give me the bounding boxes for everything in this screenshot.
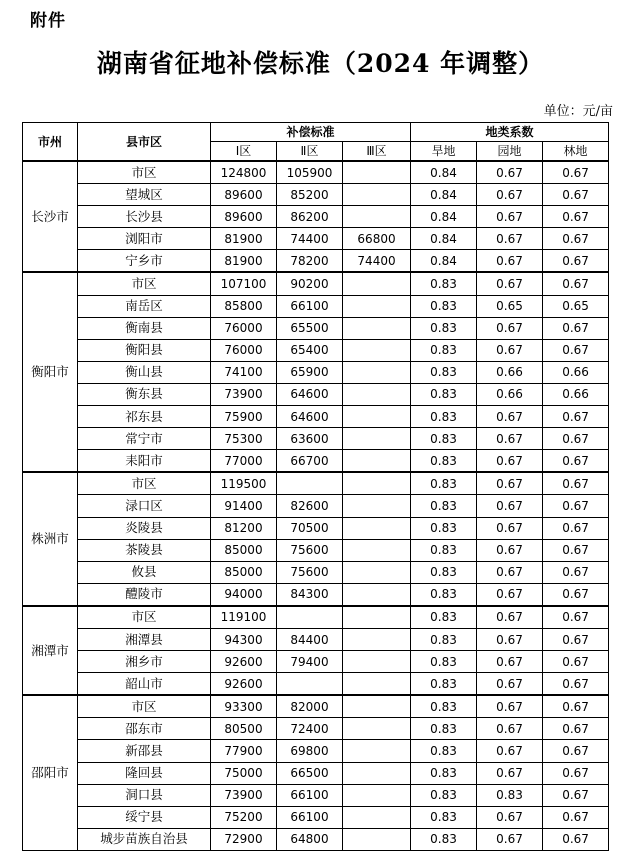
garden-coef-cell: 0.67 bbox=[477, 250, 543, 273]
forest-coef-cell: 0.67 bbox=[543, 161, 609, 184]
zone1-cell: 81900 bbox=[211, 250, 277, 273]
table-row bbox=[23, 695, 609, 718]
zone3-cell bbox=[343, 184, 411, 206]
header-county: 县市区 bbox=[78, 123, 211, 162]
dry-coef-cell: 0.83 bbox=[411, 339, 477, 361]
county-cell: 浏阳市 bbox=[78, 228, 211, 250]
dry-coef-cell: 0.84 bbox=[411, 206, 477, 228]
county-cell: 衡东县 bbox=[78, 383, 211, 405]
table-row bbox=[23, 784, 609, 806]
zone1-cell: 89600 bbox=[211, 184, 277, 206]
zone3-cell bbox=[343, 606, 411, 629]
county-cell: 茶陵县 bbox=[78, 539, 211, 561]
dry-coef-cell: 0.83 bbox=[411, 406, 477, 428]
zone1-cell: 92600 bbox=[211, 651, 277, 673]
unit-note: 单位：元/亩 bbox=[543, 104, 613, 119]
county-cell: 醴陵市 bbox=[78, 583, 211, 606]
forest-coef-cell: 0.67 bbox=[543, 206, 609, 228]
zone3-cell bbox=[343, 628, 411, 650]
zone2-cell: 65500 bbox=[277, 317, 343, 339]
county-cell: 市区 bbox=[78, 272, 211, 295]
county-cell: 攸县 bbox=[78, 561, 211, 583]
table-row bbox=[23, 495, 609, 517]
forest-coef-cell: 0.67 bbox=[543, 406, 609, 428]
zone2-cell: 74400 bbox=[277, 228, 343, 250]
forest-coef-cell: 0.67 bbox=[543, 339, 609, 361]
dry-coef-cell: 0.83 bbox=[411, 272, 477, 295]
zone1-cell: 85800 bbox=[211, 295, 277, 317]
zone3-cell bbox=[343, 161, 411, 184]
zone2-cell: 69800 bbox=[277, 740, 343, 762]
county-cell: 市区 bbox=[78, 161, 211, 184]
county-cell: 城步苗族自治县 bbox=[78, 828, 211, 850]
zone2-cell: 66500 bbox=[277, 762, 343, 784]
garden-coef-cell: 0.67 bbox=[477, 450, 543, 473]
garden-coef-cell: 0.67 bbox=[477, 228, 543, 250]
garden-coef-cell: 0.67 bbox=[477, 161, 543, 184]
table-row bbox=[23, 228, 609, 250]
dry-coef-cell: 0.83 bbox=[411, 628, 477, 650]
table-row bbox=[23, 295, 609, 317]
forest-coef-cell: 0.67 bbox=[543, 517, 609, 539]
garden-coef-cell: 0.67 bbox=[477, 740, 543, 762]
zone3-cell bbox=[343, 317, 411, 339]
table-header bbox=[23, 123, 609, 162]
zone3-cell bbox=[343, 740, 411, 762]
zone1-cell: 119500 bbox=[211, 472, 277, 495]
zone1-cell: 93300 bbox=[211, 695, 277, 718]
forest-coef-cell: 0.67 bbox=[543, 784, 609, 806]
garden-coef-cell: 0.66 bbox=[477, 383, 543, 405]
county-cell: 望城区 bbox=[78, 184, 211, 206]
garden-coef-cell: 0.67 bbox=[477, 428, 543, 450]
county-cell: 市区 bbox=[78, 472, 211, 495]
zone1-cell: 75200 bbox=[211, 806, 277, 828]
zone1-cell: 89600 bbox=[211, 206, 277, 228]
header-garden: 园地 bbox=[477, 142, 543, 162]
city-group bbox=[23, 606, 609, 695]
document-title: 湖南省征地补偿标准（2024 年调整） bbox=[96, 49, 545, 78]
forest-coef-cell: 0.67 bbox=[543, 718, 609, 740]
zone1-cell: 75900 bbox=[211, 406, 277, 428]
forest-coef-cell: 0.67 bbox=[543, 673, 609, 696]
zone2-cell: 64600 bbox=[277, 406, 343, 428]
city-group bbox=[23, 161, 609, 272]
zone3-cell bbox=[343, 806, 411, 828]
zone2-cell: 65400 bbox=[277, 339, 343, 361]
dry-coef-cell: 0.83 bbox=[411, 784, 477, 806]
zone1-cell: 81900 bbox=[211, 228, 277, 250]
table-row bbox=[23, 161, 609, 184]
zone1-cell: 85000 bbox=[211, 539, 277, 561]
table-row bbox=[23, 606, 609, 629]
garden-coef-cell: 0.67 bbox=[477, 651, 543, 673]
zone1-cell: 91400 bbox=[211, 495, 277, 517]
zone1-cell: 107100 bbox=[211, 272, 277, 295]
county-cell: 衡阳县 bbox=[78, 339, 211, 361]
zone1-cell: 76000 bbox=[211, 339, 277, 361]
zone2-cell: 90200 bbox=[277, 272, 343, 295]
header-zone2: Ⅱ区 bbox=[277, 142, 343, 162]
table-row bbox=[23, 828, 609, 850]
dry-coef-cell: 0.83 bbox=[411, 806, 477, 828]
zone2-cell: 82000 bbox=[277, 695, 343, 718]
zone1-cell: 92600 bbox=[211, 673, 277, 696]
county-cell: 衡南县 bbox=[78, 317, 211, 339]
county-cell: 隆回县 bbox=[78, 762, 211, 784]
zone3-cell bbox=[343, 472, 411, 495]
forest-coef-cell: 0.65 bbox=[543, 295, 609, 317]
county-cell: 宁乡市 bbox=[78, 250, 211, 273]
zone1-cell: 85000 bbox=[211, 561, 277, 583]
garden-coef-cell: 0.67 bbox=[477, 828, 543, 850]
dry-coef-cell: 0.83 bbox=[411, 317, 477, 339]
header-dry: 旱地 bbox=[411, 142, 477, 162]
dry-coef-cell: 0.83 bbox=[411, 718, 477, 740]
garden-coef-cell: 0.83 bbox=[477, 784, 543, 806]
zone2-cell: 78200 bbox=[277, 250, 343, 273]
dry-coef-cell: 0.83 bbox=[411, 517, 477, 539]
zone1-cell: 74100 bbox=[211, 361, 277, 383]
dry-coef-cell: 0.83 bbox=[411, 762, 477, 784]
zone1-cell: 94300 bbox=[211, 628, 277, 650]
zone2-cell bbox=[277, 472, 343, 495]
zone2-cell: 70500 bbox=[277, 517, 343, 539]
county-cell: 湘潭县 bbox=[78, 628, 211, 650]
header-compensation: 补偿标准 bbox=[211, 123, 411, 142]
zone2-cell: 66100 bbox=[277, 295, 343, 317]
forest-coef-cell: 0.67 bbox=[543, 583, 609, 606]
garden-coef-cell: 0.67 bbox=[477, 539, 543, 561]
table-row bbox=[23, 472, 609, 495]
dry-coef-cell: 0.83 bbox=[411, 472, 477, 495]
zone2-cell: 64600 bbox=[277, 383, 343, 405]
county-cell: 祁东县 bbox=[78, 406, 211, 428]
garden-coef-cell: 0.67 bbox=[477, 583, 543, 606]
table-row bbox=[23, 339, 609, 361]
table-row bbox=[23, 184, 609, 206]
dry-coef-cell: 0.83 bbox=[411, 450, 477, 473]
zone3-cell bbox=[343, 295, 411, 317]
city-cell: 邵阳市 bbox=[23, 695, 78, 850]
zone2-cell: 65900 bbox=[277, 361, 343, 383]
garden-coef-cell: 0.67 bbox=[477, 339, 543, 361]
county-cell: 市区 bbox=[78, 695, 211, 718]
county-cell: 绥宁县 bbox=[78, 806, 211, 828]
city-cell: 株洲市 bbox=[23, 472, 78, 606]
forest-coef-cell: 0.66 bbox=[543, 383, 609, 405]
forest-coef-cell: 0.67 bbox=[543, 450, 609, 473]
garden-coef-cell: 0.67 bbox=[477, 561, 543, 583]
table-row bbox=[23, 673, 609, 696]
dry-coef-cell: 0.83 bbox=[411, 383, 477, 405]
county-cell: 南岳区 bbox=[78, 295, 211, 317]
forest-coef-cell: 0.67 bbox=[543, 539, 609, 561]
zone1-cell: 76000 bbox=[211, 317, 277, 339]
garden-coef-cell: 0.67 bbox=[477, 272, 543, 295]
dry-coef-cell: 0.84 bbox=[411, 161, 477, 184]
zone3-cell bbox=[343, 361, 411, 383]
forest-coef-cell: 0.67 bbox=[543, 250, 609, 273]
table-row bbox=[23, 628, 609, 650]
zone1-cell: 80500 bbox=[211, 718, 277, 740]
table-row bbox=[23, 428, 609, 450]
forest-coef-cell: 0.67 bbox=[543, 561, 609, 583]
zone2-cell: 82600 bbox=[277, 495, 343, 517]
zone3-cell bbox=[343, 673, 411, 696]
zone2-cell: 84400 bbox=[277, 628, 343, 650]
table-row bbox=[23, 651, 609, 673]
forest-coef-cell: 0.66 bbox=[543, 361, 609, 383]
zone3-cell bbox=[343, 718, 411, 740]
garden-coef-cell: 0.67 bbox=[477, 806, 543, 828]
table-row bbox=[23, 206, 609, 228]
zone1-cell: 119100 bbox=[211, 606, 277, 629]
zone2-cell: 63600 bbox=[277, 428, 343, 450]
table-row bbox=[23, 539, 609, 561]
zone2-cell: 84300 bbox=[277, 583, 343, 606]
table-row bbox=[23, 718, 609, 740]
zone3-cell bbox=[343, 272, 411, 295]
zone3-cell bbox=[343, 762, 411, 784]
county-cell: 长沙县 bbox=[78, 206, 211, 228]
garden-coef-cell: 0.67 bbox=[477, 718, 543, 740]
dry-coef-cell: 0.84 bbox=[411, 228, 477, 250]
dry-coef-cell: 0.83 bbox=[411, 539, 477, 561]
dry-coef-cell: 0.83 bbox=[411, 361, 477, 383]
zone2-cell: 85200 bbox=[277, 184, 343, 206]
garden-coef-cell: 0.67 bbox=[477, 673, 543, 696]
zone2-cell bbox=[277, 606, 343, 629]
city-group bbox=[23, 472, 609, 606]
city-group bbox=[23, 272, 609, 472]
zone1-cell: 73900 bbox=[211, 383, 277, 405]
forest-coef-cell: 0.67 bbox=[543, 762, 609, 784]
table-row bbox=[23, 450, 609, 473]
forest-coef-cell: 0.67 bbox=[543, 428, 609, 450]
forest-coef-cell: 0.67 bbox=[543, 628, 609, 650]
zone2-cell: 72400 bbox=[277, 718, 343, 740]
forest-coef-cell: 0.67 bbox=[543, 495, 609, 517]
garden-coef-cell: 0.67 bbox=[477, 495, 543, 517]
zone3-cell bbox=[343, 383, 411, 405]
county-cell: 渌口区 bbox=[78, 495, 211, 517]
dry-coef-cell: 0.83 bbox=[411, 295, 477, 317]
zone2-cell: 75600 bbox=[277, 561, 343, 583]
zone3-cell bbox=[343, 695, 411, 718]
zone1-cell: 72900 bbox=[211, 828, 277, 850]
zone1-cell: 75300 bbox=[211, 428, 277, 450]
forest-coef-cell: 0.67 bbox=[543, 184, 609, 206]
zone3-cell bbox=[343, 651, 411, 673]
dry-coef-cell: 0.83 bbox=[411, 428, 477, 450]
garden-coef-cell: 0.66 bbox=[477, 361, 543, 383]
header-forest: 林地 bbox=[543, 142, 609, 162]
header-zone1: Ⅰ区 bbox=[211, 142, 277, 162]
table-row bbox=[23, 250, 609, 273]
zone3-cell bbox=[343, 450, 411, 473]
zone1-cell: 124800 bbox=[211, 161, 277, 184]
zone3-cell bbox=[343, 206, 411, 228]
garden-coef-cell: 0.67 bbox=[477, 695, 543, 718]
header-city: 市州 bbox=[23, 123, 78, 162]
zone3-cell bbox=[343, 784, 411, 806]
zone2-cell: 64800 bbox=[277, 828, 343, 850]
forest-coef-cell: 0.67 bbox=[543, 228, 609, 250]
garden-coef-cell: 0.67 bbox=[477, 206, 543, 228]
header-zone3: Ⅲ区 bbox=[343, 142, 411, 162]
zone1-cell: 94000 bbox=[211, 583, 277, 606]
table-row bbox=[23, 272, 609, 295]
county-cell: 常宁市 bbox=[78, 428, 211, 450]
county-cell: 洞口县 bbox=[78, 784, 211, 806]
garden-coef-cell: 0.65 bbox=[477, 295, 543, 317]
county-cell: 市区 bbox=[78, 606, 211, 629]
compensation-table bbox=[22, 122, 609, 851]
county-cell: 湘乡市 bbox=[78, 651, 211, 673]
county-cell: 新邵县 bbox=[78, 740, 211, 762]
dry-coef-cell: 0.83 bbox=[411, 606, 477, 629]
zone3-cell bbox=[343, 539, 411, 561]
zone2-cell: 66100 bbox=[277, 806, 343, 828]
dry-coef-cell: 0.84 bbox=[411, 250, 477, 273]
forest-coef-cell: 0.67 bbox=[543, 828, 609, 850]
zone1-cell: 73900 bbox=[211, 784, 277, 806]
garden-coef-cell: 0.67 bbox=[477, 406, 543, 428]
county-cell: 韶山市 bbox=[78, 673, 211, 696]
county-cell: 耒阳市 bbox=[78, 450, 211, 473]
zone2-cell: 105900 bbox=[277, 161, 343, 184]
garden-coef-cell: 0.67 bbox=[477, 472, 543, 495]
dry-coef-cell: 0.83 bbox=[411, 561, 477, 583]
zone3-cell bbox=[343, 517, 411, 539]
city-cell: 湘潭市 bbox=[23, 606, 78, 695]
zone2-cell: 75600 bbox=[277, 539, 343, 561]
garden-coef-cell: 0.67 bbox=[477, 184, 543, 206]
dry-coef-cell: 0.83 bbox=[411, 695, 477, 718]
table-row bbox=[23, 383, 609, 405]
zone3-cell bbox=[343, 406, 411, 428]
zone1-cell: 77900 bbox=[211, 740, 277, 762]
forest-coef-cell: 0.67 bbox=[543, 806, 609, 828]
zone3-cell bbox=[343, 561, 411, 583]
zone3-cell bbox=[343, 428, 411, 450]
dry-coef-cell: 0.83 bbox=[411, 495, 477, 517]
garden-coef-cell: 0.67 bbox=[477, 762, 543, 784]
table-row bbox=[23, 317, 609, 339]
forest-coef-cell: 0.67 bbox=[543, 317, 609, 339]
forest-coef-cell: 0.67 bbox=[543, 695, 609, 718]
dry-coef-cell: 0.83 bbox=[411, 828, 477, 850]
zone2-cell: 66700 bbox=[277, 450, 343, 473]
garden-coef-cell: 0.67 bbox=[477, 628, 543, 650]
zone1-cell: 81200 bbox=[211, 517, 277, 539]
header-coefficient: 地类系数 bbox=[411, 123, 609, 142]
table-row bbox=[23, 361, 609, 383]
table-row bbox=[23, 740, 609, 762]
county-cell: 邵东市 bbox=[78, 718, 211, 740]
forest-coef-cell: 0.67 bbox=[543, 472, 609, 495]
county-cell: 炎陵县 bbox=[78, 517, 211, 539]
forest-coef-cell: 0.67 bbox=[543, 740, 609, 762]
zone2-cell: 66100 bbox=[277, 784, 343, 806]
forest-coef-cell: 0.67 bbox=[543, 272, 609, 295]
table-row bbox=[23, 406, 609, 428]
dry-coef-cell: 0.83 bbox=[411, 673, 477, 696]
zone3-cell bbox=[343, 495, 411, 517]
table-row bbox=[23, 517, 609, 539]
attachment-label: 附件 bbox=[30, 11, 66, 31]
city-group bbox=[23, 695, 609, 850]
city-cell: 衡阳市 bbox=[23, 272, 78, 472]
zone2-cell: 86200 bbox=[277, 206, 343, 228]
dry-coef-cell: 0.83 bbox=[411, 740, 477, 762]
garden-coef-cell: 0.67 bbox=[477, 517, 543, 539]
zone3-cell bbox=[343, 583, 411, 606]
zone3-cell bbox=[343, 828, 411, 850]
zone3-cell: 74400 bbox=[343, 250, 411, 273]
dry-coef-cell: 0.83 bbox=[411, 583, 477, 606]
forest-coef-cell: 0.67 bbox=[543, 606, 609, 629]
zone1-cell: 77000 bbox=[211, 450, 277, 473]
zone3-cell bbox=[343, 339, 411, 361]
forest-coef-cell: 0.67 bbox=[543, 651, 609, 673]
zone3-cell: 66800 bbox=[343, 228, 411, 250]
zone2-cell bbox=[277, 673, 343, 696]
table-row bbox=[23, 762, 609, 784]
dry-coef-cell: 0.84 bbox=[411, 184, 477, 206]
city-cell: 长沙市 bbox=[23, 161, 78, 272]
table-row bbox=[23, 806, 609, 828]
zone1-cell: 75000 bbox=[211, 762, 277, 784]
county-cell: 衡山县 bbox=[78, 361, 211, 383]
dry-coef-cell: 0.83 bbox=[411, 651, 477, 673]
table-row bbox=[23, 583, 609, 606]
garden-coef-cell: 0.67 bbox=[477, 317, 543, 339]
table-row bbox=[23, 561, 609, 583]
zone2-cell: 79400 bbox=[277, 651, 343, 673]
garden-coef-cell: 0.67 bbox=[477, 606, 543, 629]
